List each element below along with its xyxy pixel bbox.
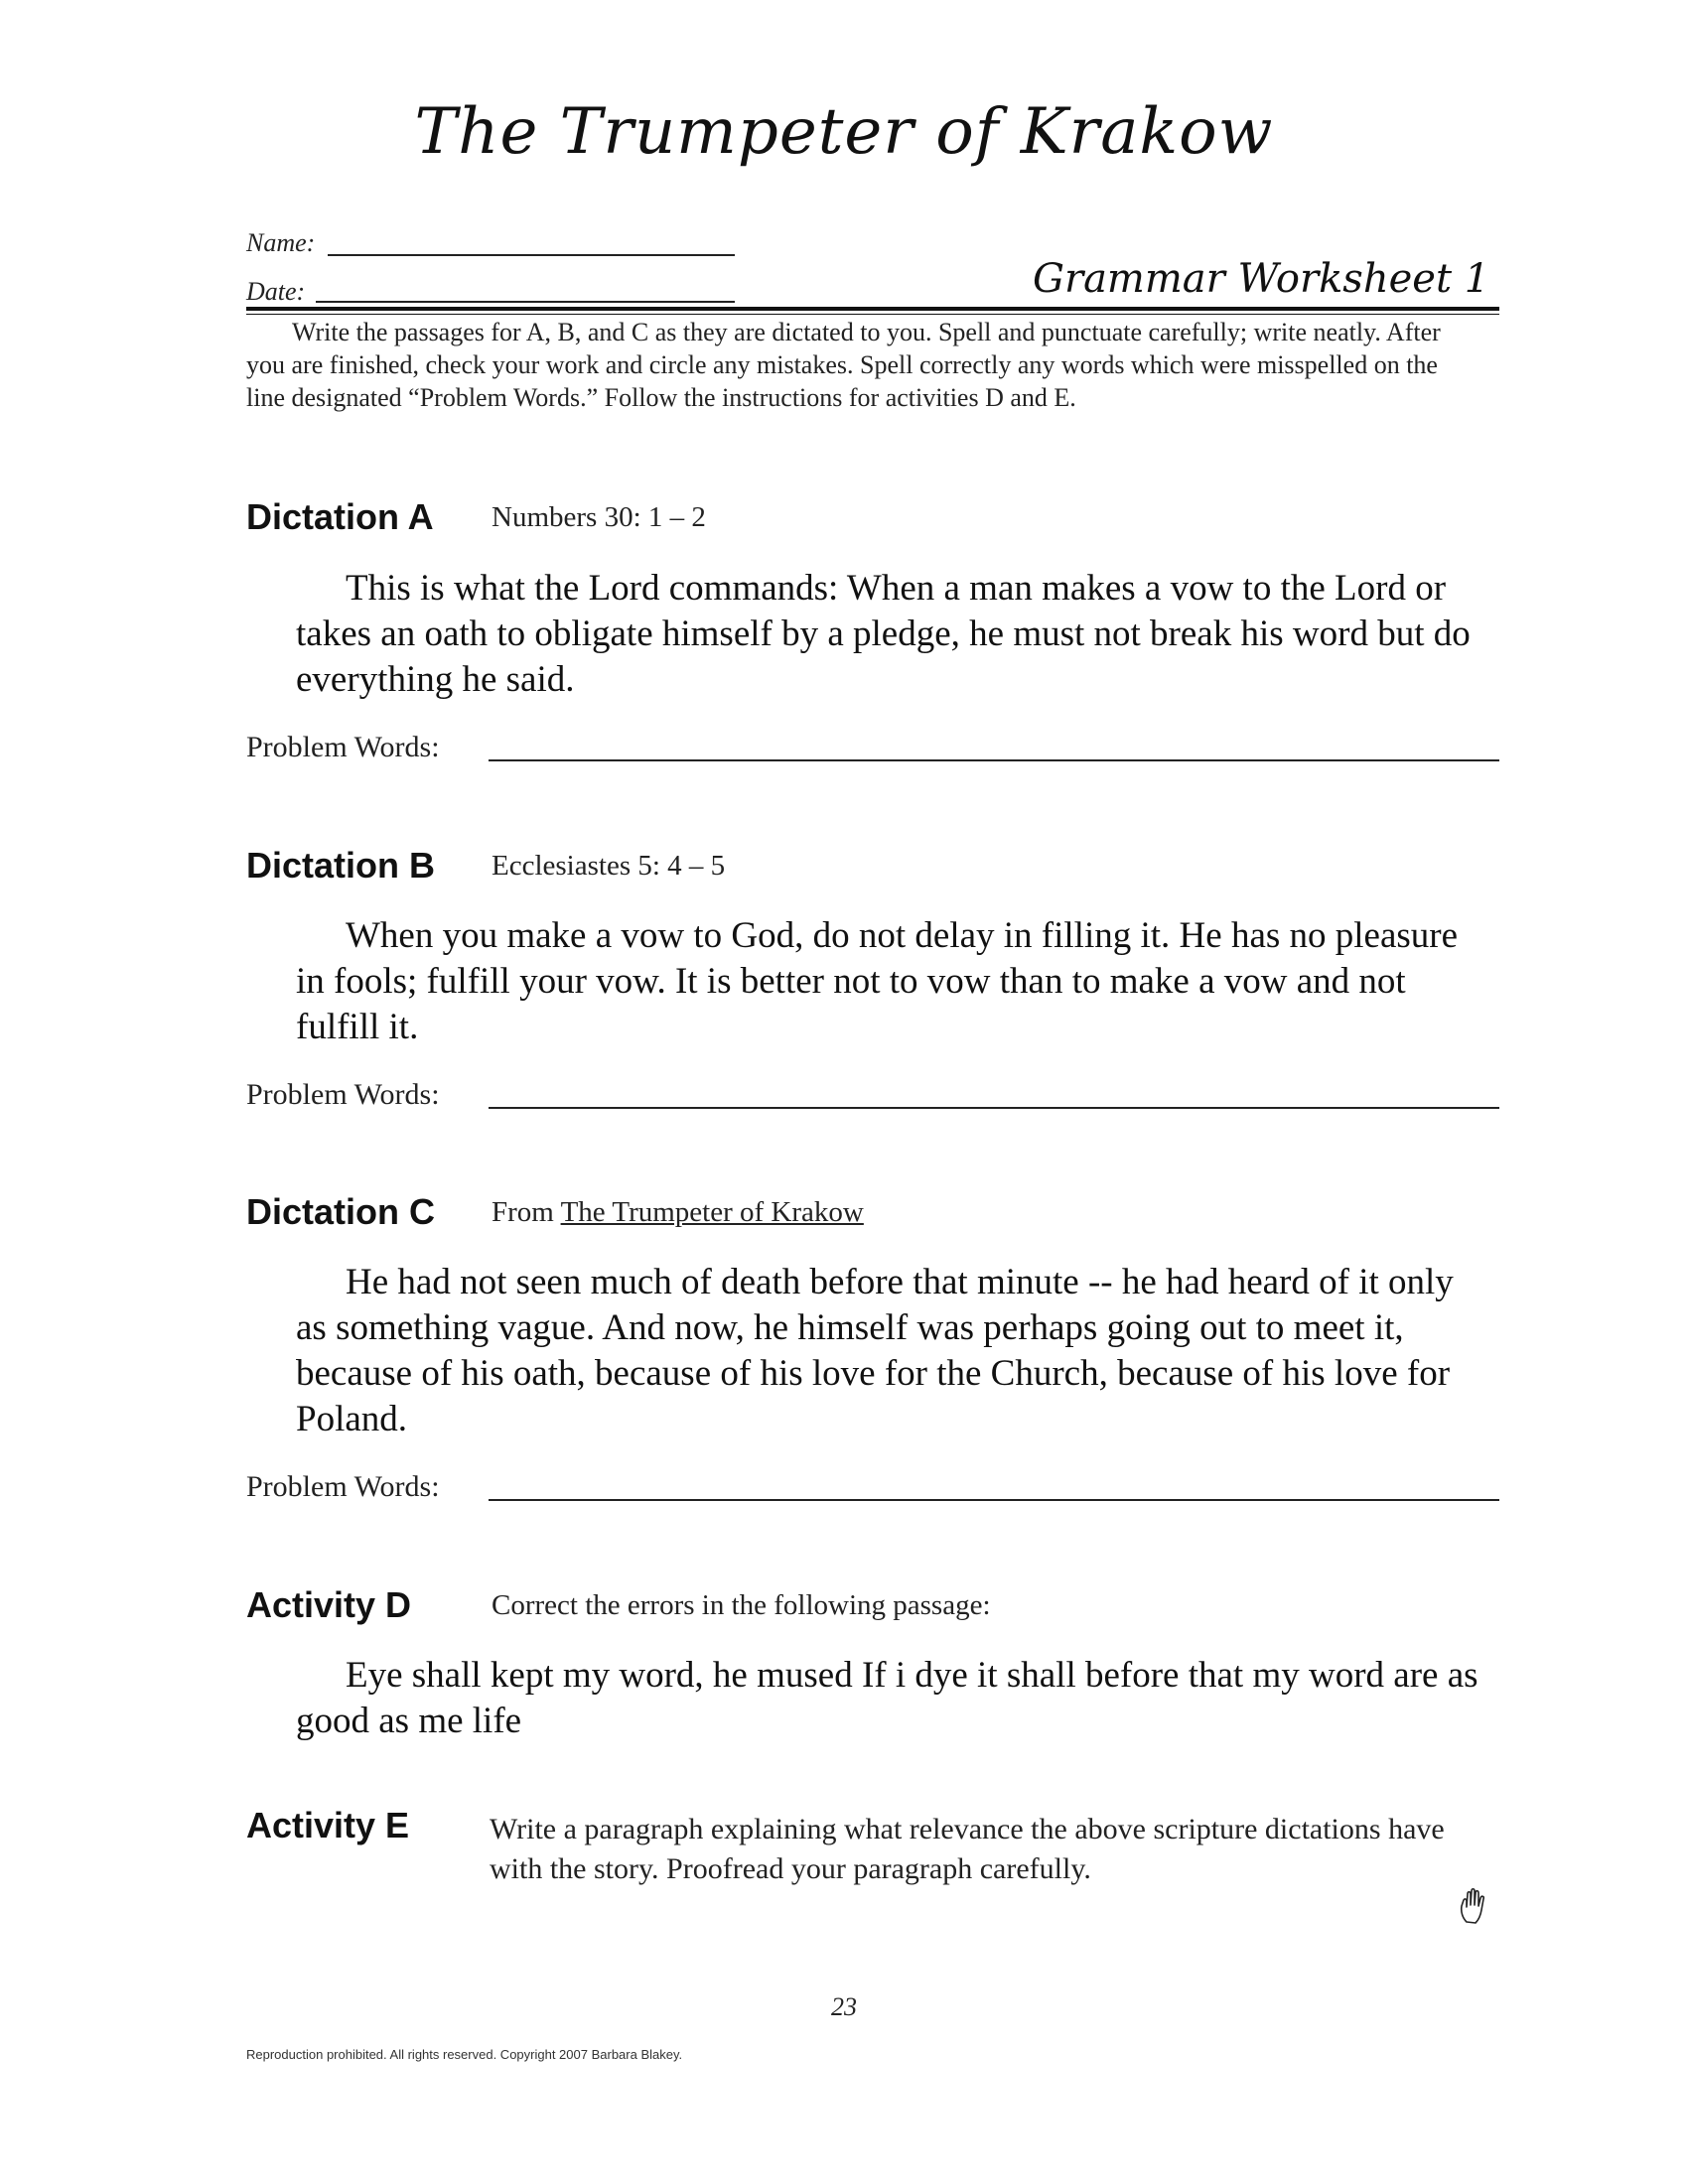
dictation-b-problem-label: Problem Words: [246, 1078, 440, 1111]
header-rule-thin [246, 314, 1499, 315]
dictation-a-heading: Dictation A [246, 496, 434, 537]
activity-d-instruction: Correct the errors in the following passage: [492, 1589, 991, 1621]
dictation-c-reference [492, 1196, 864, 1229]
activity-d-passage: Eye shall kept my word, he mused If i dye it shall before that my word are as good as me life [296, 1655, 1478, 1741]
date-label: Date: [246, 277, 306, 306]
dictation-b-heading: Dictation B [246, 845, 436, 886]
dictation-b-problem-field[interactable] [489, 1107, 1499, 1109]
dictation-c-problem-label: Problem Words: [246, 1470, 440, 1503]
dictation-a-problem-label: Problem Words: [246, 731, 440, 763]
date-field[interactable] [316, 301, 735, 303]
activity-e-instruction-line1 [490, 1810, 1499, 1889]
page-number: 23 [831, 1992, 857, 2021]
dictation-a-reference: Numbers 30: 1 – 2 [492, 501, 706, 533]
activity-e-instruction: Write a paragraph explaining what relevance the above scripture dictations have with the story. Proofread your paragraph carefully. [490, 1813, 1445, 1885]
dictation-b-passage: When you make a vow to God, do not delay in filling it. He has no pleasure in fools; fulfill your vow. It is better not to vow than to make a vow and not fulfill it. [296, 915, 1459, 1047]
dictation-a-problem-field[interactable] [489, 759, 1499, 761]
name-label: Name: [246, 228, 316, 257]
worksheet-title: The Trumpeter of Krakow [414, 95, 1274, 169]
dictation-c-problem-field[interactable] [489, 1499, 1499, 1501]
dictation-c-reference-prefix: From [492, 1196, 554, 1228]
raised-hand-icon [1458, 1886, 1491, 1926]
activity-e-heading: Activity E [246, 1805, 410, 1845]
dictation-c-reference-title: The Trumpeter of Krakow [560, 1196, 864, 1228]
worksheet-subtitle: Grammar Worksheet 1 [1033, 256, 1490, 302]
dictation-b-reference: Ecclesiastes 5: 4 – 5 [492, 850, 726, 882]
instructions: Write the passages for A, B, and C as they are dictated to you. Spell and punctuate carefully; write neatly. After you are finished, check your work and circle any mistakes. Spell correctly any words which were misspelled on the line designated “Problem Words.” Follow the instructions for activities D and E. [246, 318, 1441, 412]
dictation-c-passage: He had not seen much of death before that minute -- he had heard of it only as something vague. And now, he himself was perhaps going out to meet it, because of his oath, because of his love for the Church, because of his love for Poland. [296, 1262, 1454, 1439]
dictation-c-heading: Dictation C [246, 1191, 436, 1232]
header-rule [246, 307, 1499, 311]
name-field[interactable] [328, 254, 735, 256]
dictation-a-passage: This is what the Lord commands: When a man makes a vow to the Lord or takes an oath to obligate himself by a pledge, he must not break his word but do everything he said. [296, 568, 1471, 700]
copyright-footer: Reproduction prohibited. All rights reserved. Copyright 2007 Barbara Blakey. [246, 2047, 683, 2062]
activity-d-heading: Activity D [246, 1584, 412, 1625]
